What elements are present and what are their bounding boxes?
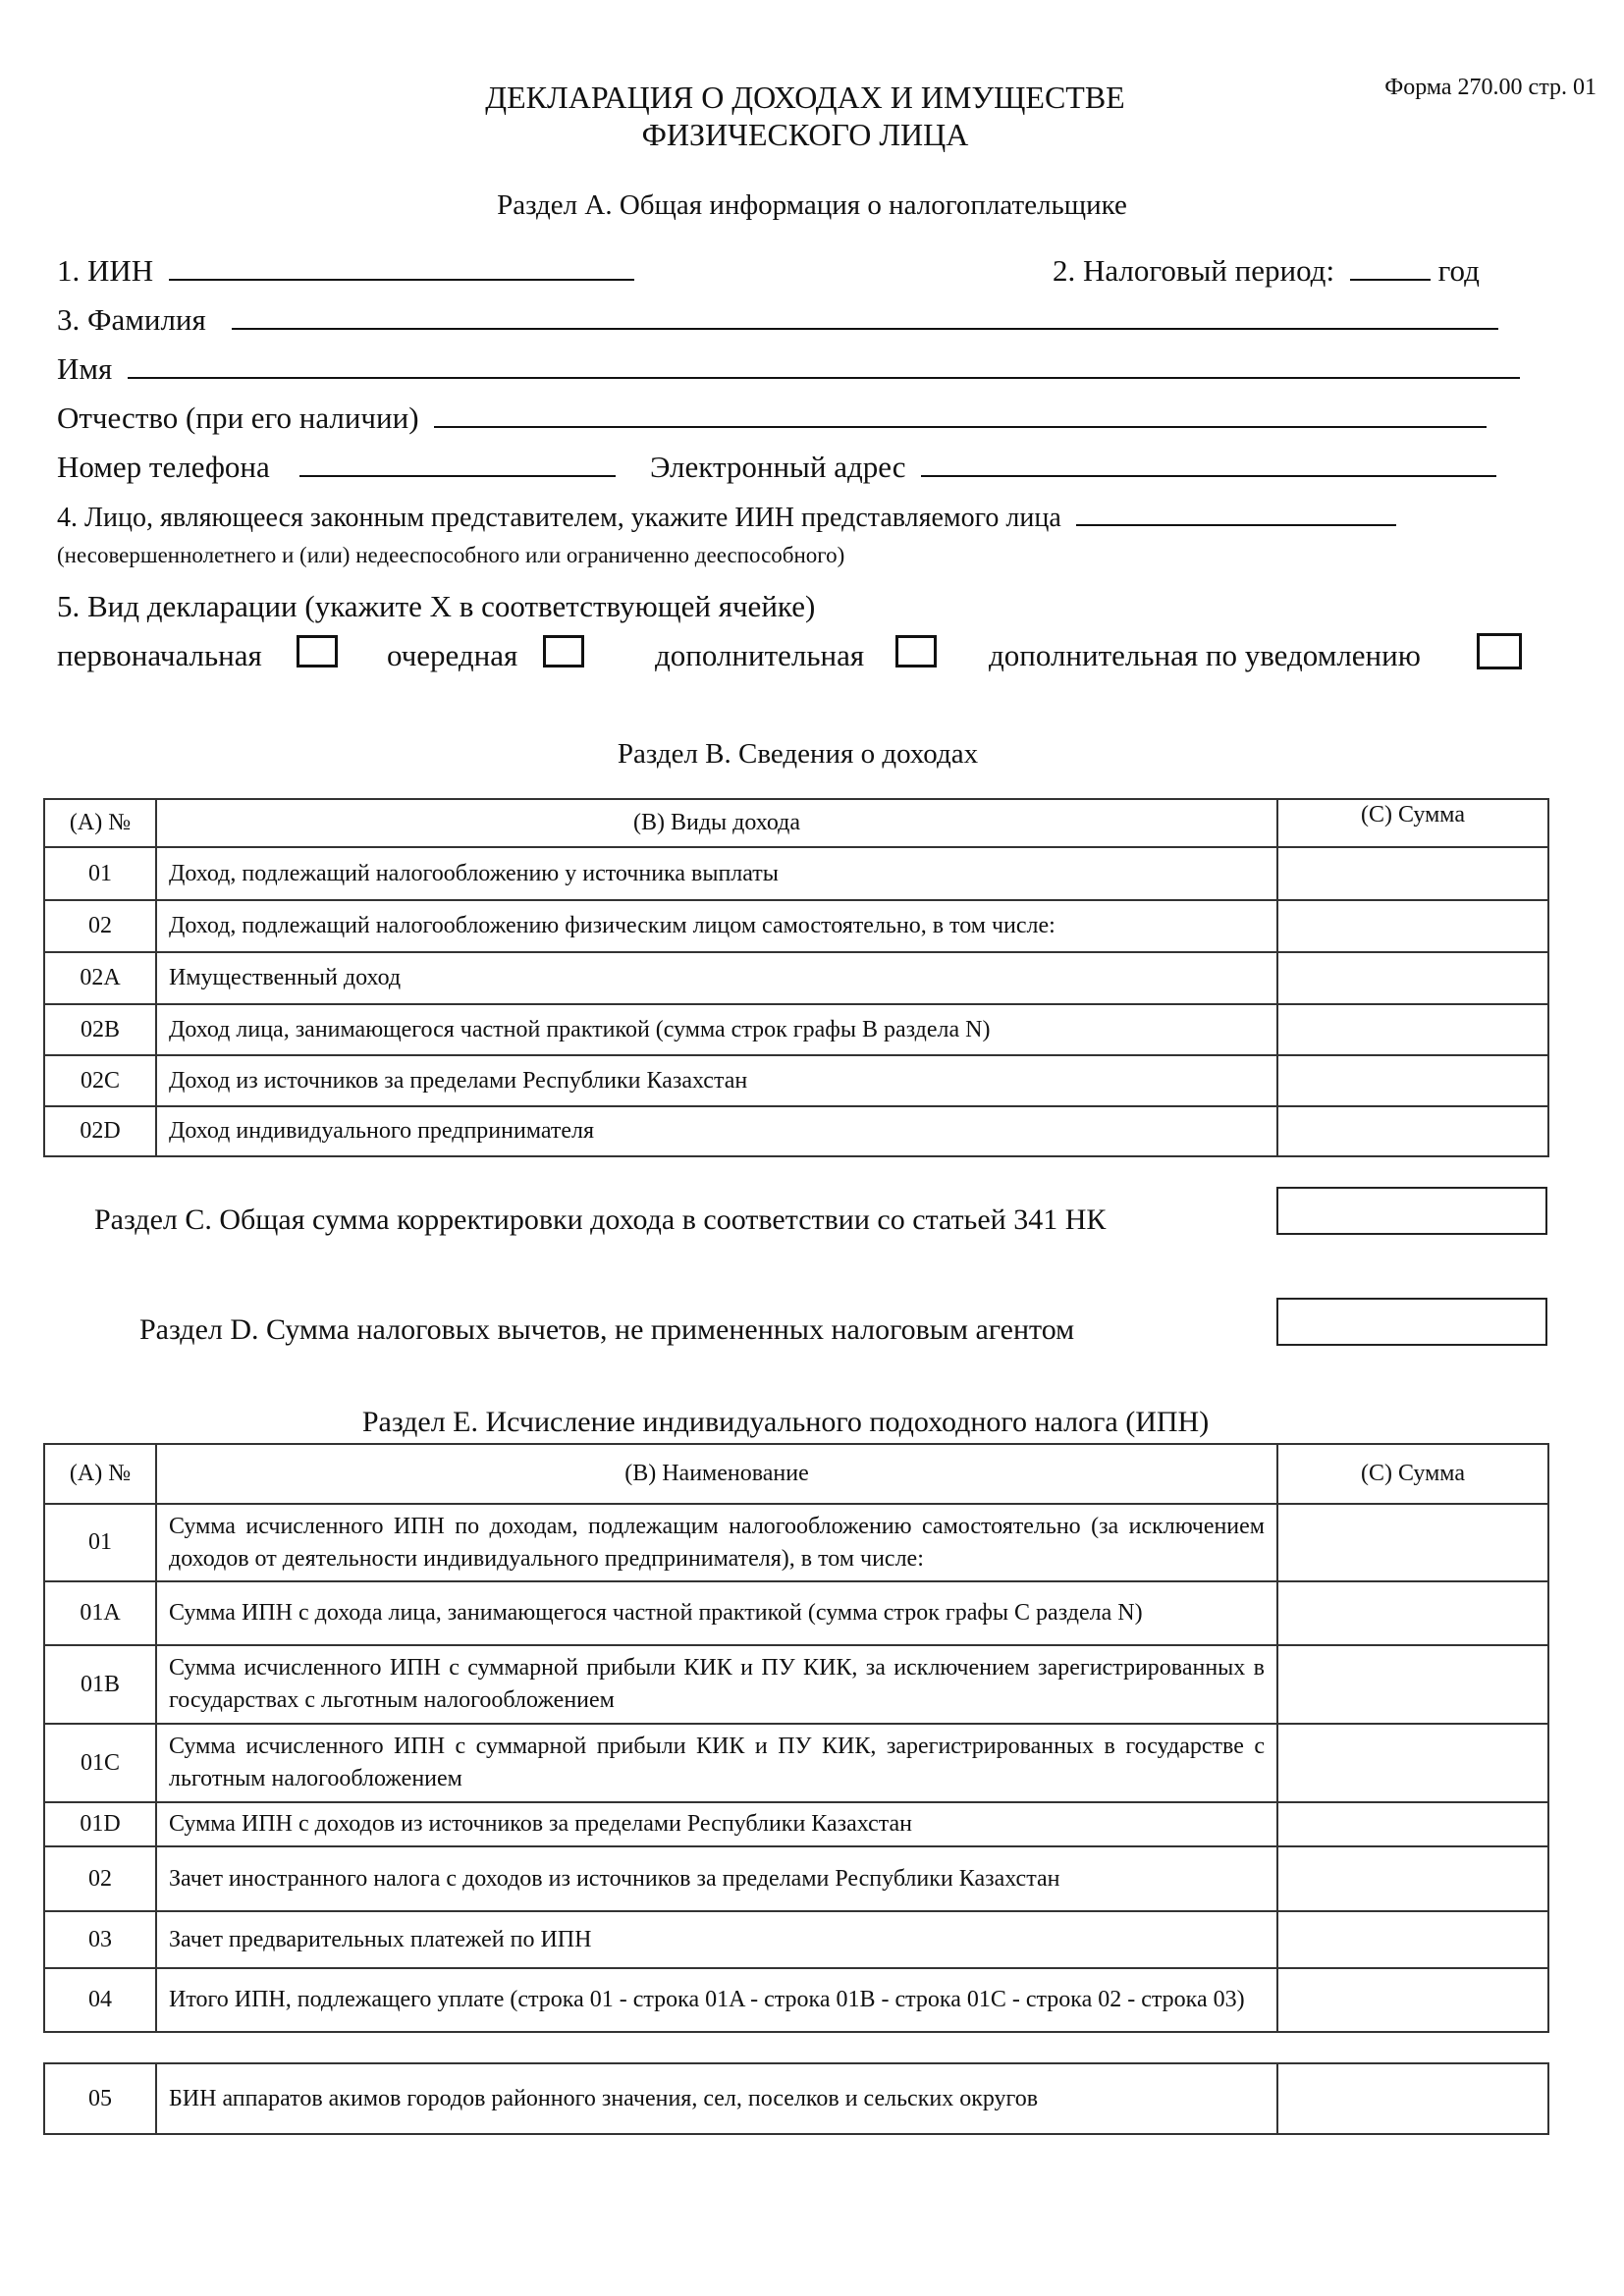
section-d-box[interactable]	[1276, 1298, 1547, 1346]
table-row	[44, 2063, 1548, 2134]
table-row	[44, 1106, 1548, 1156]
row-sum-input[interactable]	[1278, 1987, 1547, 2013]
representative-label: 4. Лицо, являющееся законным представителем, укажите ИИН представляемого лица	[57, 503, 1061, 533]
table-row	[44, 1846, 1548, 1911]
row-sum-cell[interactable]	[1277, 1968, 1548, 2032]
patronymic-label: Отчество (при его наличии)	[57, 400, 419, 435]
row-description: Сумма исчисленного ИПН с суммарной прибыли КИК и ПУ КИК, зарегистрированных в государстве с льготным налогообложением	[156, 1724, 1277, 1802]
table-row	[44, 847, 1548, 900]
name-row	[57, 351, 1520, 387]
tax-period-label: 2. Налоговый период:	[1053, 253, 1335, 288]
row-sum-input[interactable]	[1278, 1811, 1547, 1838]
email-input[interactable]	[921, 452, 1496, 477]
row-sum-input[interactable]	[1278, 1927, 1547, 1953]
column-header-sum: (С) Сумма	[1277, 799, 1548, 847]
row-sum-input[interactable]	[1278, 1866, 1547, 1893]
declaration-type-additional-label: дополнительная	[655, 638, 865, 672]
tax-calculation-table	[43, 1443, 1549, 2033]
income-table-header	[44, 799, 1548, 847]
row-sum-cell[interactable]	[1277, 1581, 1548, 1645]
row-description: Сумма ИПН с доходов из источников за пределами Республики Казахстан	[156, 1802, 1277, 1846]
akimat-bin-table	[43, 2062, 1549, 2135]
declaration-type-label: 5. Вид декларации (укажите X в соответствующей ячейке)	[57, 589, 816, 623]
row-sum-cell[interactable]	[1277, 2063, 1548, 2134]
row-description: БИН аппаратов акимов городов районного значения, сел, поселков и сельских округов	[156, 2063, 1277, 2134]
row-description: Зачет иностранного налога с доходов из источников за пределами Республики Казахстан	[156, 1846, 1277, 1911]
column-header-income-type: (В) Виды дохода	[156, 799, 1277, 847]
row-sum-cell[interactable]	[1277, 1846, 1548, 1911]
column-header-name: (В) Наименование	[156, 1444, 1277, 1504]
name-label: Имя	[57, 351, 113, 386]
row-sum-input[interactable]	[1278, 2086, 1547, 2112]
declaration-type-notice-label: дополнительная по уведомлению	[989, 638, 1421, 672]
patronymic-input[interactable]	[434, 402, 1487, 428]
name-input[interactable]	[128, 353, 1520, 379]
row-code: 05	[44, 2063, 156, 2134]
row-sum-input[interactable]	[1278, 1017, 1547, 1043]
tax-table-header	[44, 1444, 1548, 1504]
row-sum-input[interactable]	[1278, 1529, 1547, 1556]
document-title-line1: ДЕКЛАРАЦИЯ О ДОХОДАХ И ИМУЩЕСТВЕ	[485, 80, 1125, 115]
table-row	[44, 1724, 1548, 1802]
section-c-title: Раздел С. Общая сумма корректировки дохода в соответствии со статьей 341 НК	[94, 1203, 1107, 1236]
phone-input[interactable]	[299, 452, 616, 477]
declaration-type-regular-label: очередная	[387, 638, 518, 672]
surname-row	[57, 302, 1498, 338]
iin-field-row	[57, 253, 634, 289]
row-sum-input[interactable]	[1278, 965, 1547, 991]
row-sum-input[interactable]	[1278, 1118, 1547, 1145]
row-sum-cell[interactable]	[1277, 1004, 1548, 1055]
column-header-number: (А) №	[44, 1444, 156, 1504]
section-e-title: Раздел Е. Исчисление индивидуального подоходного налога (ИПН)	[361, 1406, 1210, 1438]
row-sum-cell[interactable]	[1277, 1504, 1548, 1581]
row-code: 02C	[44, 1055, 156, 1106]
row-sum-cell[interactable]	[1277, 1911, 1548, 1968]
table-row	[44, 1055, 1548, 1106]
table-row	[44, 1802, 1548, 1846]
email-row	[650, 450, 1496, 485]
row-description: Доход из источников за пределами Республики Казахстан	[156, 1055, 1277, 1106]
section-d-input[interactable]	[1278, 1300, 1545, 1344]
row-code: 04	[44, 1968, 156, 2032]
row-description: Доход индивидуального предпринимателя	[156, 1106, 1277, 1156]
table-row	[44, 1581, 1548, 1645]
row-sum-input[interactable]	[1278, 1600, 1547, 1627]
row-description: Доход, подлежащий налогообложению у источника выплаты	[156, 847, 1277, 900]
row-code: 03	[44, 1911, 156, 1968]
declaration-type-initial-label: первоначальная	[57, 638, 262, 672]
declaration-type-additional-checkbox[interactable]	[895, 635, 937, 667]
section-d-title: Раздел D. Сумма налоговых вычетов, не примененных налоговым агентом	[139, 1313, 1075, 1346]
representative-row	[57, 501, 1396, 536]
row-description: Сумма исчисленного ИПН с суммарной прибыли КИК и ПУ КИК, за исключением зарегистрированных в государствах с льготным налогообложением	[156, 1645, 1277, 1724]
representative-iin-input[interactable]	[1076, 501, 1396, 526]
row-sum-cell[interactable]	[1277, 1645, 1548, 1724]
row-description: Имущественный доход	[156, 952, 1277, 1004]
section-c-input[interactable]	[1278, 1189, 1545, 1233]
row-sum-input[interactable]	[1278, 913, 1547, 939]
row-description: Сумма ИПН с дохода лица, занимающегося частной практикой (сумма строк графы С раздела N)	[156, 1581, 1277, 1645]
row-code: 01D	[44, 1802, 156, 1846]
row-sum-cell[interactable]	[1277, 1055, 1548, 1106]
row-description: Зачет предварительных платежей по ИПН	[156, 1911, 1277, 1968]
column-header-sum: (С) Сумма	[1277, 1444, 1548, 1504]
row-description: Доход, подлежащий налогообложению физическим лицом самостоятельно, в том числе:	[156, 900, 1277, 952]
table-row	[44, 900, 1548, 952]
row-code: 01	[44, 1504, 156, 1581]
surname-input[interactable]	[232, 304, 1498, 330]
row-code: 02D	[44, 1106, 156, 1156]
row-sum-cell[interactable]	[1277, 1802, 1548, 1846]
row-sum-input[interactable]	[1278, 1068, 1547, 1095]
section-c-box[interactable]	[1276, 1187, 1547, 1235]
section-b-title: Раздел В. Сведения о доходах	[617, 738, 979, 770]
table-row	[44, 1645, 1548, 1724]
iin-label: 1. ИИН	[57, 253, 154, 288]
tax-period-input[interactable]	[1350, 255, 1431, 281]
patronymic-row	[57, 400, 1487, 436]
document-title-line2: ФИЗИЧЕСКОГО ЛИЦА	[641, 117, 969, 152]
surname-label: 3. Фамилия	[57, 302, 206, 337]
row-code: 02	[44, 1846, 156, 1911]
row-sum-input[interactable]	[1278, 1672, 1547, 1698]
section-a-title: Раздел А. Общая информация о налогоплательщике	[497, 189, 1127, 221]
table-row	[44, 1968, 1548, 2032]
row-sum-cell[interactable]	[1277, 952, 1548, 1004]
phone-row	[57, 450, 616, 485]
row-description: Сумма исчисленного ИПН по доходам, подлежащим налогообложению самостоятельно (за исключением доходов от деятельности индивидуального предпринимателя), в том числе:	[156, 1504, 1277, 1581]
representative-note: (несовершеннолетнего и (или) недееспособного или ограниченно дееспособного)	[57, 543, 845, 567]
row-sum-cell[interactable]	[1277, 1106, 1548, 1156]
row-sum-cell[interactable]	[1277, 900, 1548, 952]
row-description: Доход лица, занимающегося частной практикой (сумма строк графы B раздела N)	[156, 1004, 1277, 1055]
table-row	[44, 952, 1548, 1004]
row-code: 01C	[44, 1724, 156, 1802]
income-table	[43, 798, 1549, 1157]
declaration-type-regular-checkbox[interactable]	[543, 635, 584, 667]
row-sum-input[interactable]	[1278, 861, 1547, 887]
row-code: 02B	[44, 1004, 156, 1055]
declaration-type-notice-checkbox[interactable]	[1477, 633, 1522, 669]
table-row	[44, 1504, 1548, 1581]
row-code: 02A	[44, 952, 156, 1004]
row-sum-cell[interactable]	[1277, 847, 1548, 900]
row-code: 01A	[44, 1581, 156, 1645]
row-code: 01B	[44, 1645, 156, 1724]
tax-period-row	[1053, 253, 1480, 289]
column-header-number: (А) №	[44, 799, 156, 847]
email-label: Электронный адрес	[650, 450, 906, 484]
row-description: Итого ИПН, подлежащего уплате (строка 01 - строка 01A - строка 01B - строка 01C - строка 02 - строка 03)	[156, 1968, 1277, 2032]
phone-label: Номер телефона	[57, 450, 270, 484]
tax-period-suffix: год	[1437, 253, 1480, 288]
row-sum-input[interactable]	[1278, 1750, 1547, 1777]
table-row	[44, 1004, 1548, 1055]
row-code: 01	[44, 847, 156, 900]
declaration-type-initial-checkbox[interactable]	[297, 635, 338, 667]
iin-input[interactable]	[169, 255, 634, 281]
row-sum-cell[interactable]	[1277, 1724, 1548, 1802]
row-code: 02	[44, 900, 156, 952]
table-row	[44, 1911, 1548, 1968]
form-code: Форма 270.00 стр. 01	[1384, 75, 1597, 100]
